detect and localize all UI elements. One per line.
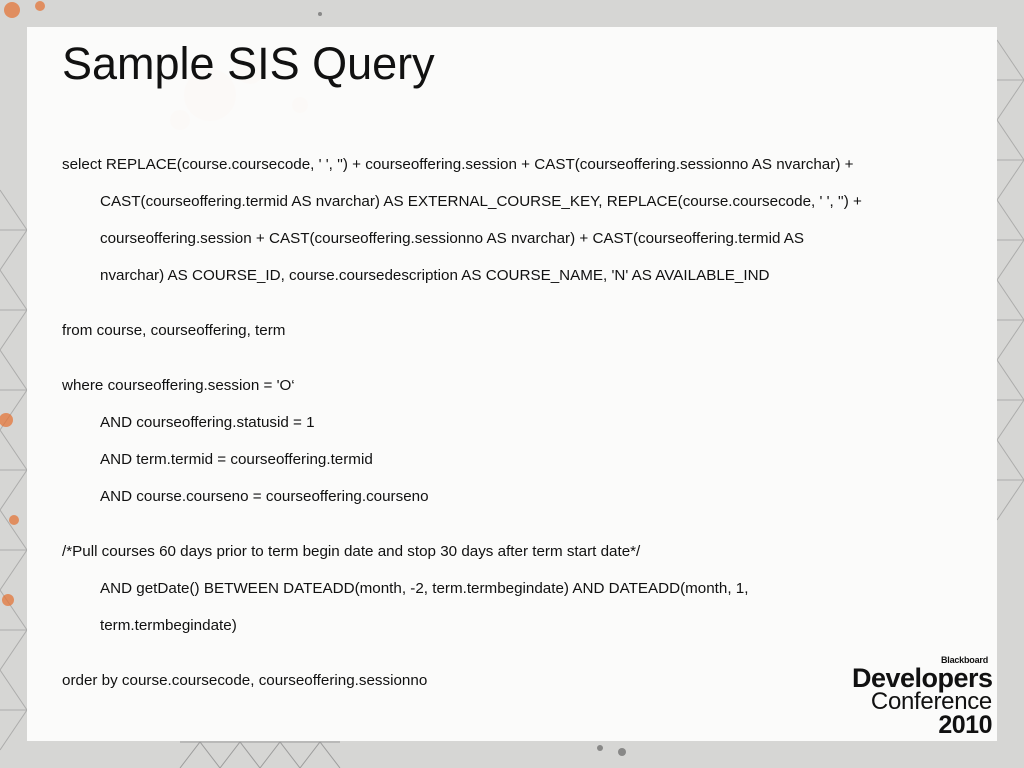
conference-logo: [852, 656, 992, 738]
query-line: AND course.courseno = courseoffering.courseno: [100, 488, 429, 505]
query-line: courseoffering.session + CAST(courseoffering.sessionno AS nvarchar) + CAST(courseoffering.termid AS: [100, 230, 805, 247]
query-line: nvarchar) AS COURSE_ID, course.coursedescription AS COURSE_NAME, 'N' AS AVAILABLE_IND: [100, 267, 770, 284]
query-line: AND term.termid = courseoffering.termid: [100, 451, 373, 468]
query-line: CAST(courseoffering.termid AS nvarchar) AS EXTERNAL_COURSE_KEY, REPLACE(course.coursecode, ' ', '') +: [100, 193, 862, 210]
date-filter-clause: [62, 533, 982, 644]
query-line: select REPLACE(course.coursecode, ' ', '') + courseoffering.session + CAST(courseoffering.sessionno AS nvarchar) +: [62, 156, 854, 173]
query-text: [62, 146, 982, 717]
logo-line-developers: Developers: [852, 663, 993, 693]
select-clause: [62, 146, 982, 294]
logo-brand: Blackboard: [940, 655, 988, 665]
from-clause: [62, 312, 982, 349]
query-line: AND getDate() BETWEEN DATEADD(month, -2, term.termbegindate) AND DATEADD(month, 1,: [100, 580, 749, 597]
query-line: AND courseoffering.statusid = 1: [100, 414, 315, 431]
query-comment-line: /*Pull courses 60 days prior to term begin date and stop 30 days after term start date*/: [62, 543, 641, 560]
slide-title: Sample SIS Query: [62, 38, 435, 89]
logo-line-conference: Conference: [870, 688, 992, 715]
query-line: order by course.coursecode, courseoffering.sessionno: [62, 672, 428, 689]
query-line: from course, courseoffering, term: [62, 322, 286, 339]
logo-line-year: 2010: [938, 711, 992, 739]
where-clause: [62, 367, 982, 515]
query-line: term.termbegindate): [100, 617, 237, 634]
query-line: where courseoffering.session = 'O‘: [62, 377, 295, 394]
order-by-clause: [62, 662, 982, 699]
